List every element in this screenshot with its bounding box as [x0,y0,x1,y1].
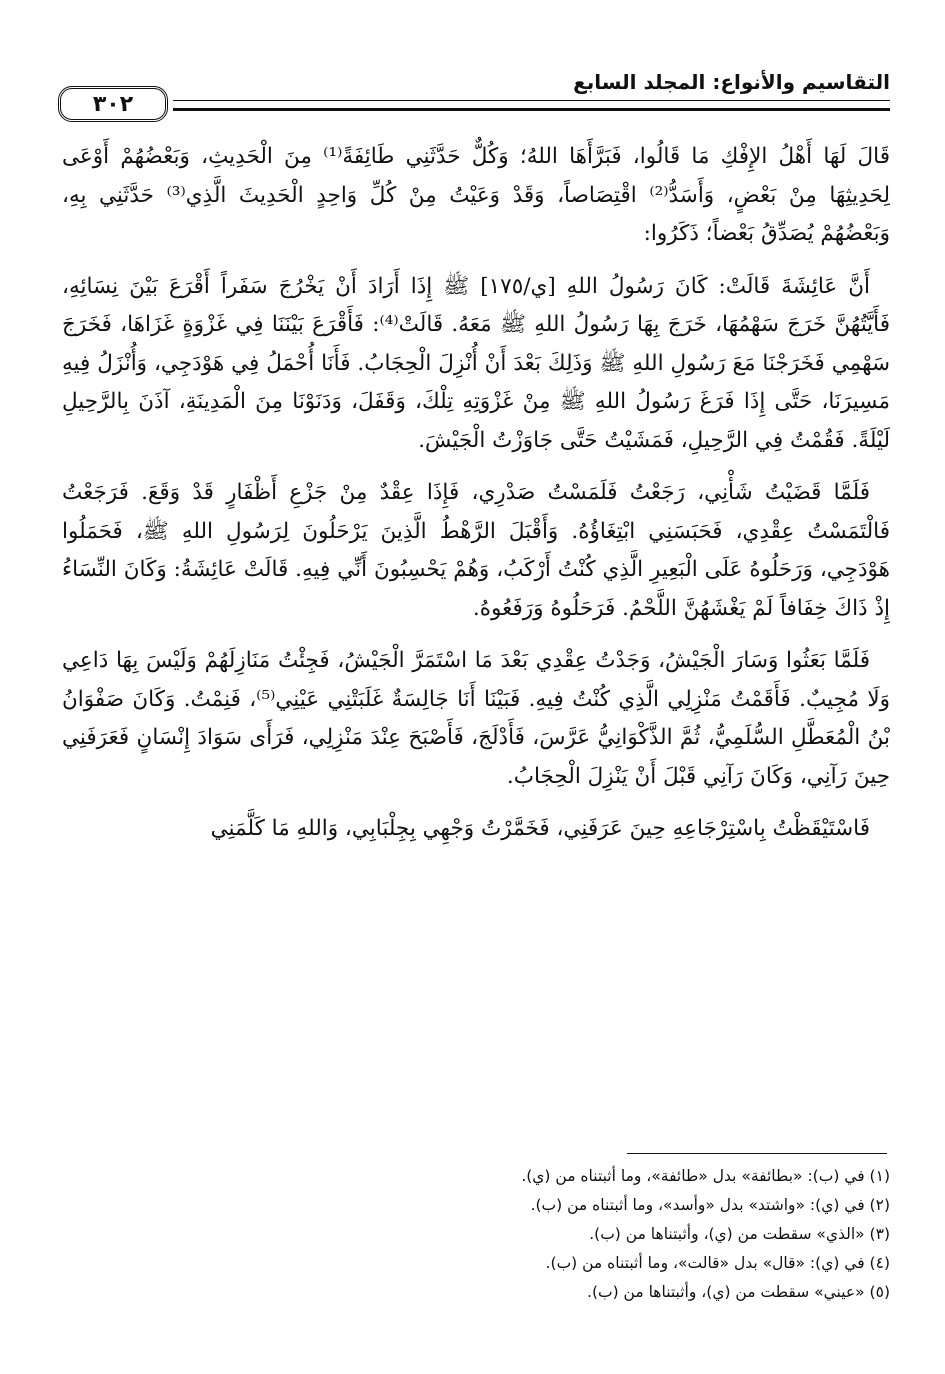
paragraph: أَنَّ عَائِشَةَ قَالَتْ: كَانَ رَسُولُ اللهِ [ي/١٧٥] ﷺ إِذَا أَرَادَ أَنْ يَخْرُجَ سَفَراً أَقْرَعَ بَيْنَ نِسَائِهِ، فَأَيَّتُهُنَّ خَرَجَ سَهْمُهَا، خَرَجَ بِهَا رَسُولُ اللهِ ﷺ مَعَهُ. قَالَتْ⁽⁴⁾: فَأَقْرَعَ بَيْنَنَا فِي غَزْوَةٍ غَزَاهَا، فَخَرَجَ سَهْمِي فَخَرَجْنَا مَعَ رَسُولِ اللهِ ﷺ وَذَلِكَ بَعْدَ أَنْ أُنْزِلَ الْحِجَابُ. فَأَنَا أُحْمَلُ فِي هَوْدَجِي، وَأُنْزَلُ فِيهِ مَسِيرَنَا، حَتَّى إِذَا فَرَغَ رَسُولُ اللهِ ﷺ مِنْ غَزْوَتِهِ تِلْكَ، وَقَفَلَ، وَدَنَوْنَا مِنَ الْمَدِينَةِ، آذَنَ بِالرَّحِيلِ لَيْلَةً. فَقُمْتُ فِي الرَّحِيلِ، فَمَشَيْتُ حَتَّى جَاوَزْتُ الْجَيْشَ. [62,273,890,453]
footnote: (٣) «الذي» سقطت من (ي)، وأثبتناها من (ب). [589,1225,890,1243]
paragraph: فَلَمَّا بَعَثُوا وَسَارَ الْجَيْشُ، وَجَدْتُ عِقْدِي بَعْدَ مَا اسْتَمَرَّ الْجَيْشُ، فَجِئْتُ مَنَازِلَهُمْ وَلَيْسَ بِهَا دَاعِي وَلَا مُجِيبٌ. فَأَقَمْتُ مَنْزِلِي الَّذِي كُنْتُ فِيهِ. فَبَيْنَا أَنَا جَالِسَةٌ غَلَبَتْنِي عَيْنِي⁽⁵⁾، فَنِمْتُ. وَكَانَ صَفْوَانُ بْنُ الْمُعَطَّلِ السُّلَمِيُّ، ثُمَّ الذَّكْوَانِيُّ عَرَّسَ، فَأَدْلَجَ، فَأَصْبَحَ عِنْدَ مَنْزِلِي، فَرَأَى سَوَادَ إِنْسَانٍ فَعَرَفَنِي حِينَ رَآنِي، وَكَانَ رَآنِي قَبْلَ أَنْ يَنْزِلَ الْحِجَابُ. [62,648,890,789]
paragraph: فَلَمَّا قَضَيْتُ شَأْنِي، رَجَعْتُ فَلَمَسْتُ صَدْرِي، فَإِذَا عِقْدٌ مِنْ جَزْعِ أَظْفَارٍ قَدْ وَقَعَ. فَرَجَعْتُ فَالْتَمَسْتُ عِقْدِي، فَحَبَسَنِي ابْتِغَاؤُهُ. وَأَقْبَلَ الرَّهْطُ الَّذِينَ يَرْحَلُونَ لِرَسُولِ اللهِ ﷺ، فَحَمَلُوا هَوْدَجِي، وَرَحَلُوهُ عَلَى الْبَعِيرِ الَّذِي كُنْتُ أَرْكَبُ، وَهُمْ يَحْسِبُونَ أَنِّي فِيهِ. قَالَتْ عَائِشَةُ: وَكَانَ النِّسَاءُ إِذْ ذَاكَ خِفَافاً لَمْ يَغْشَهُنَّ اللَّحْمُ. فَرَحَلُوهُ وَرَفَعُوهُ. [62,480,890,621]
header-rule-thick [173,108,890,111]
footnote: (٥) «عيني» سقطت من (ي)، وأثبتناها من (ب). [587,1283,890,1301]
page-header [58,70,890,128]
running-title: التقاسيم والأنواع: المجلد السابع [573,70,890,94]
footnote: (٤) في (ي): «قال» بدل «قالت»، وما أثبتناه من (ب). [545,1254,890,1272]
paragraph: قَالَ لَهَا أَهْلُ الإِفْكِ مَا قَالُوا، فَبَرَّأَهَا اللهُ؛ وَكُلٌّ حَدَّثَنِي طَائِفَةً⁽¹⁾ مِنَ الْحَدِيثِ، وَبَعْضُهُمْ أَوْعَى لِحَدِيثِهَا مِنْ بَعْضٍ، وَأَسَدُّ⁽²⁾ اقْتِصَاصاً، وَقَدْ وَعَيْتُ مِنْ كُلِّ وَاحِدٍ الْحَدِيثَ الَّذِي⁽³⁾ حَدَّثَنِي بِهِ، وَبَعْضُهُمْ يُصَدِّقُ بَعْضاً؛ ذَكَرُوا: [62,144,890,246]
paragraph: فَاسْتَيْقَظْتُ بِاسْتِرْجَاعِهِ حِينَ عَرَفَنِي، فَخَمَّرْتُ وَجْهِي بِجِلْبَابِي، وَاللهِ مَا كَلَّمَنِي [210,816,870,841]
footnote-separator [627,1153,887,1154]
header-rule-thin [173,100,890,101]
page-number: ٣٠٢ [58,86,168,122]
main-text [62,138,890,863]
footnote: (٢) في (ي): «واشتد» بدل «وأسد»، وما أثبتناه من (ب). [530,1196,890,1214]
footnote: (١) في (ب): «بطائفة» بدل «طائفة»، وما أثبتناه من (ي). [521,1167,890,1185]
footnotes [80,1162,890,1307]
